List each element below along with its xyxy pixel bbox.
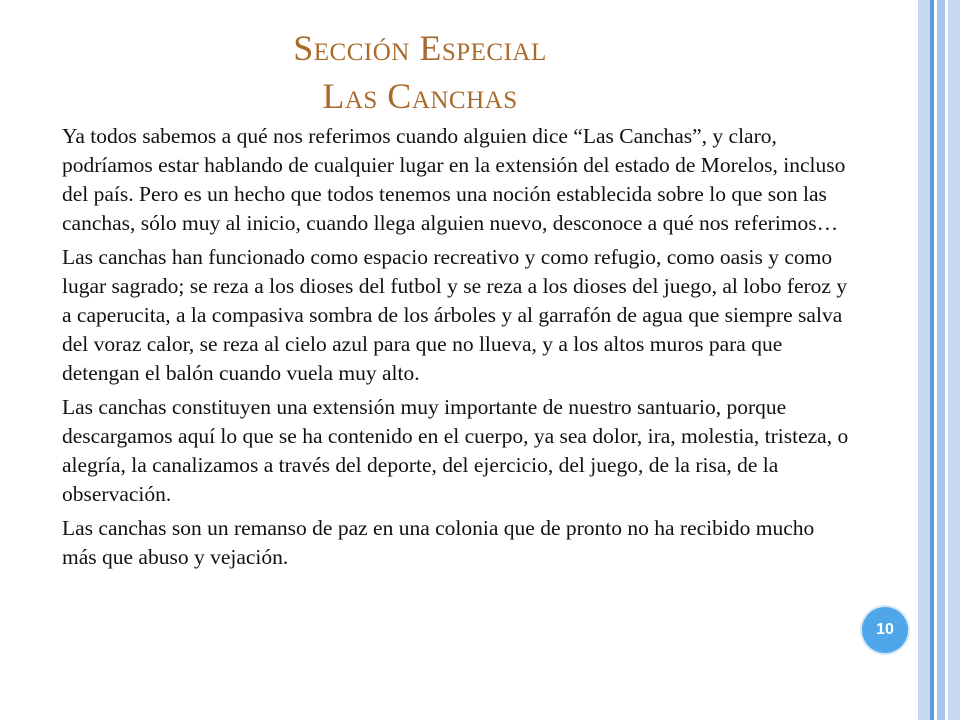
decorative-bar [937, 0, 945, 720]
decorative-bar [948, 0, 960, 720]
page-number-badge: 10 [862, 607, 908, 653]
paragraph: Las canchas han funcionado como espacio recreativo y como refugio, como oasis y como lugar sagrado; se reza a los dioses del futbol y se reza a los dioses del juego, al lobo feroz y a caperucita, a la compasiva sombra de los árboles y al garrafón de agua que siempre salva del voraz calor, se reza al cielo azul para que no llueva, y a los altos muros para que detengan el balón cuando vuela muy alto. [62, 245, 848, 385]
slide-title [140, 24, 700, 120]
slide-body [62, 122, 852, 577]
paragraph: Ya todos sabemos a qué nos referimos cuando alguien dice “Las Canchas”, y claro, podríamos estar hablando de cualquier lugar en la extensión del estado de Morelos, incluso del país. Pero es un hecho que todos tenemos una noción establecida sobre lo que son las canchas, sólo muy al inicio, cuando llega alguien nuevo, desconoce a qué nos referimos… [62, 124, 846, 235]
paragraph: Las canchas son un remanso de paz en una colonia que de pronto no ha recibido mucho más que abuso y vejación. [62, 516, 815, 569]
paragraph: Las canchas constituyen una extensión muy importante de nuestro santuario, porque descargamos aquí lo que se ha contenido en el cuerpo, ya sea dolor, ira, molestia, tristeza, o alegría, la canalizamos a través del deporte, del ejercicio, del juego, de la risa, de la observación. [62, 395, 849, 506]
slide-title-line-2: Las Canchas [322, 76, 518, 116]
decorative-bar [918, 0, 930, 720]
slide-title-line-1: Sección Especial [293, 28, 547, 68]
